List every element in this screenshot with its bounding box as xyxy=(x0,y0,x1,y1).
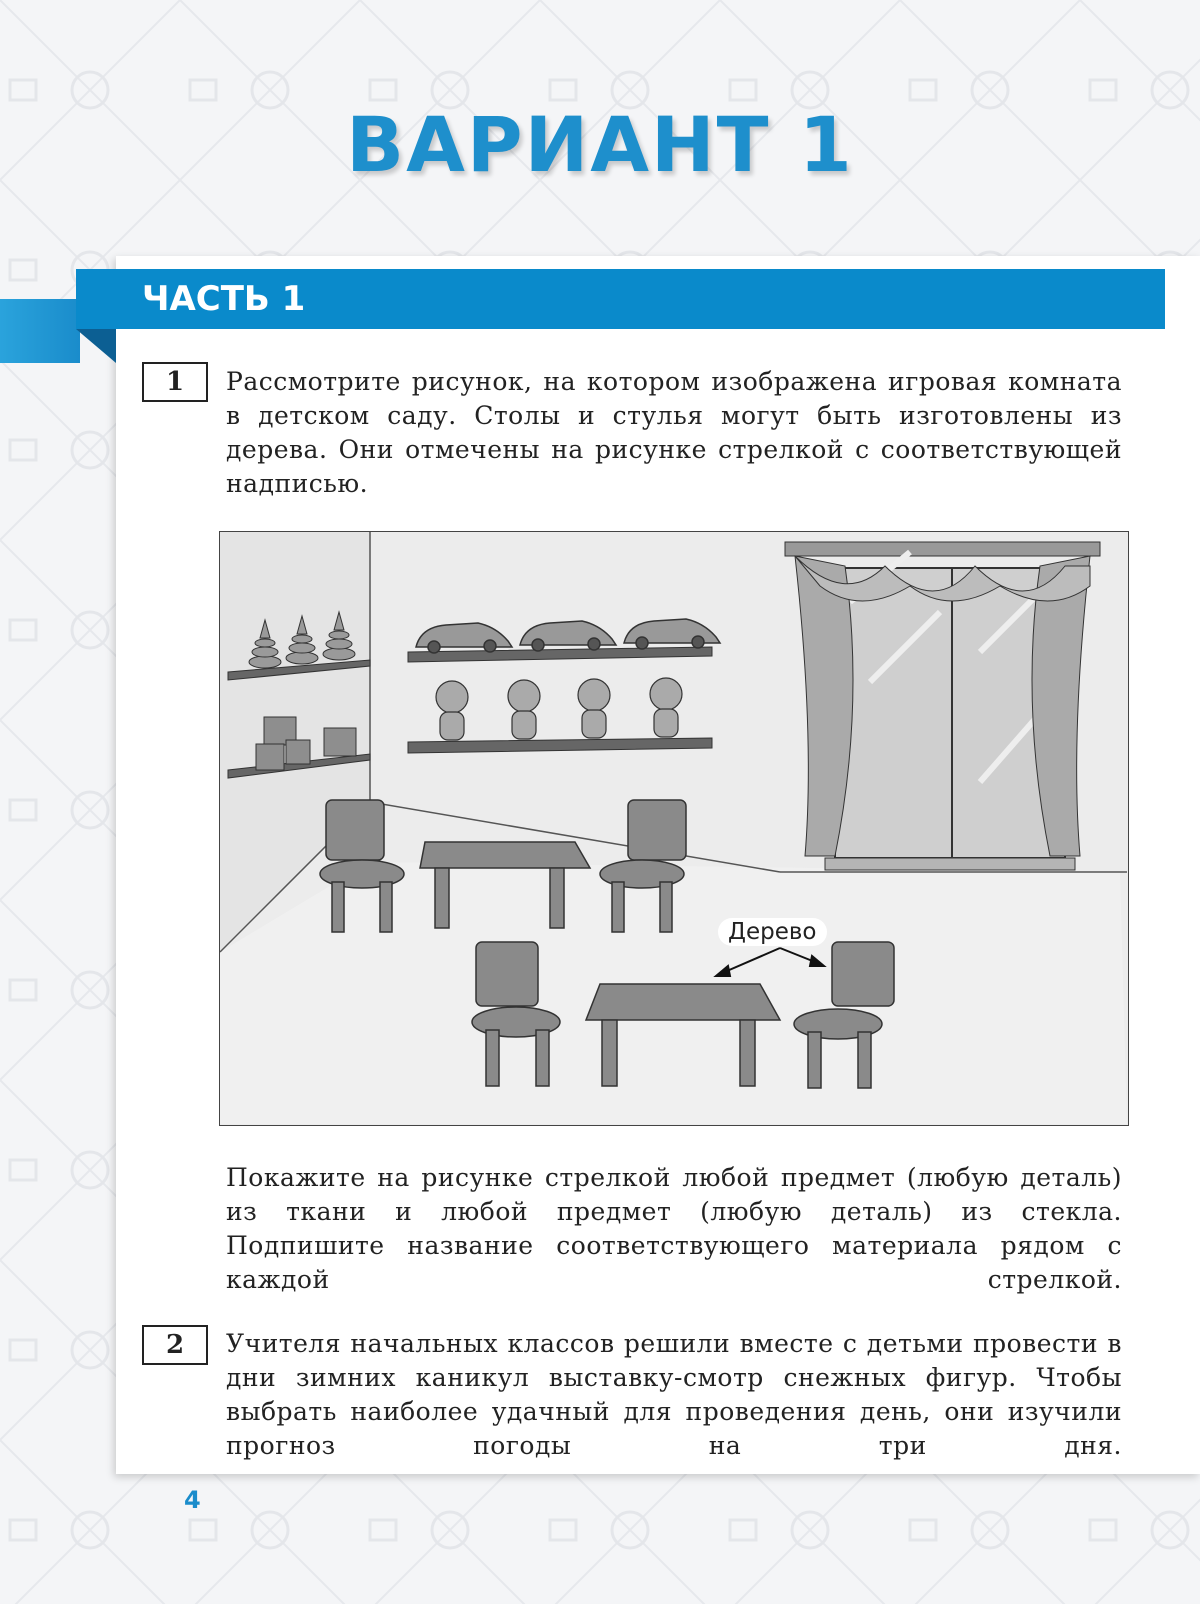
question-1-task: Покажите на рисунке стрелкой любой предмет (любую деталь) из ткани и любой предмет (любую деталь) из стекла. Подпишите название соответствующего материала рядом с каждой стрелкой. xyxy=(226,1163,1122,1294)
window xyxy=(785,542,1100,870)
wood-label: Дерево xyxy=(718,918,827,946)
part-tab-fold xyxy=(76,329,116,363)
question-1-number: 1 xyxy=(142,362,208,402)
question-2-intro: Учителя начальных классов решили вместе с детьми провести в дни зимних каникул выставку-смотр снежных фигур. Чтобы выбрать наиболее удачный для проведения день, они изучили прогноз погоды на три дня. xyxy=(226,1329,1122,1460)
variant-title: ВАРИАНТ 1 xyxy=(346,100,854,189)
part-header-band xyxy=(76,269,1165,329)
toy-cars xyxy=(408,619,720,662)
question-1-intro: Рассмотрите рисунок, на котором изображена игровая комната в детском саду. Столы и стулья могут быть изготовлены из дерева. Они отмечены на рисунке стрелкой с соответствующей надписью. xyxy=(226,367,1122,498)
part-label: ЧАСТЬ 1 xyxy=(142,279,306,319)
page-number: 4 xyxy=(184,1486,201,1514)
playroom-figure xyxy=(219,531,1129,1126)
question-2-number: 2 xyxy=(142,1325,208,1365)
playroom-illustration xyxy=(220,532,1127,1124)
part-tab-accent xyxy=(0,299,80,363)
